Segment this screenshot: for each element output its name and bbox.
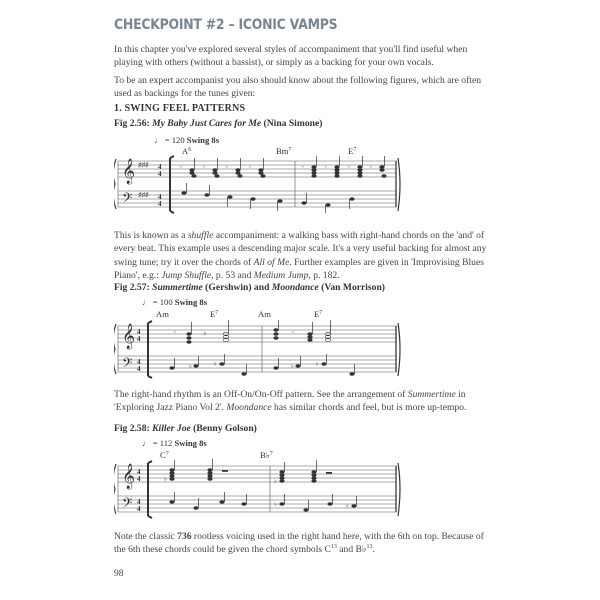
chord-symbol: B♭$^7$ — [260, 450, 273, 460]
svg-text:4: 4 — [137, 358, 141, 366]
music-score-fig-2-58 — [114, 458, 494, 520]
chord-symbol: $E^7$ — [314, 309, 323, 319]
svg-text:𝄾: 𝄾 — [292, 330, 294, 336]
svg-text:4: 4 — [137, 505, 141, 513]
quarter-note-icon: ♩ — [142, 438, 151, 448]
svg-text:4: 4 — [158, 193, 162, 201]
quarter-note-icon: ♩ — [154, 135, 163, 145]
figure-caption-2-57: Fig 2.57: Summertime (Gershwin) and Moondance (Van Morrison) — [114, 282, 385, 293]
svg-text:♭: ♭ — [164, 477, 167, 483]
chord-symbol: $C^7$ — [160, 450, 169, 460]
svg-text:4: 4 — [137, 468, 141, 476]
svg-text:♮: ♮ — [214, 362, 217, 368]
svg-text:𝄞: 𝄞 — [122, 324, 136, 349]
svg-text:4: 4 — [137, 365, 141, 373]
tempo-marking: ♩ = 112 Swing 8s — [142, 438, 207, 448]
svg-text:𝄢: 𝄢 — [122, 355, 133, 374]
page-heading: CHECKPOINT #2 – ICONIC VAMPS — [114, 17, 338, 33]
svg-text:4: 4 — [137, 475, 141, 483]
svg-text:𝄾: 𝄾 — [348, 165, 350, 171]
svg-text:4: 4 — [158, 200, 162, 208]
svg-text:4: 4 — [137, 328, 141, 336]
svg-text:𝄾: 𝄾 — [302, 165, 304, 171]
music-score-fig-2-56 — [114, 155, 494, 215]
svg-text:𝄾: 𝄾 — [325, 165, 327, 171]
svg-text:𝄾: 𝄾 — [180, 165, 182, 171]
chord-symbol: Am — [258, 309, 271, 319]
svg-text:♭: ♭ — [274, 479, 277, 485]
svg-text:♮: ♮ — [346, 504, 349, 510]
paragraph-after-fig-2-57: The right-hand rhythm is an Off-On/On-Off pattern. See the arrangement of Summertime in 'Exploring Jazz Piano Vol 2'. Moondance has similar chords and feel, but is more up-tempo. — [114, 389, 467, 414]
tempo-marking: ♩ = 100 Swing 8s — [142, 297, 208, 307]
svg-text:𝄾: 𝄾 — [226, 165, 228, 171]
chord-symbol: Bm$^7$ — [276, 146, 292, 156]
svg-text:𝄾: 𝄾 — [174, 330, 176, 336]
figure-caption-2-58: Fig 2.58: Killer Joe (Benny Golson) — [114, 423, 257, 434]
svg-text:4: 4 — [158, 163, 162, 171]
svg-text:𝄾: 𝄾 — [370, 165, 372, 171]
quarter-note-icon: ♩ — [142, 297, 151, 307]
intro-paragraph-1: In this chapter you've explored several styles of accompaniment that you'll find useful when playing with others (without a bassist), or simply as a backing for your own vocals. — [114, 44, 468, 69]
chord-symbol: $E^7$ — [348, 146, 357, 156]
tempo-marking: ♩ = 120 Swing 8s — [154, 135, 220, 145]
section-title: 1. SWING FEEL PATTERNS — [114, 103, 246, 114]
svg-text:♭: ♭ — [274, 502, 277, 508]
svg-text:4: 4 — [137, 335, 141, 343]
chord-symbol: $A^6$ — [182, 146, 192, 156]
svg-text:𝄢: 𝄢 — [122, 190, 133, 209]
svg-text:𝄽: 𝄽 — [204, 332, 206, 338]
svg-text:♭: ♭ — [291, 364, 294, 370]
svg-text:4: 4 — [158, 170, 162, 178]
svg-text:𝄞: 𝄞 — [122, 464, 136, 489]
paragraph-after-fig-2-56: This is known as a shuffle accompaniment: a walking bass with right-hand chords on the 'and' of every beat. This example uses a descending major scale. It's a very useful backing for almost any swing tune; try it over the chords of All of Me. Further examples are given in 'Improvising Blues Piano', e.g.: Jump Shuffle, p. 53 and Medium Jump, p. 182. — [114, 230, 487, 281]
svg-text:♯♯♯: ♯♯♯ — [138, 161, 149, 169]
paragraph-after-fig-2-58: Note the classic 736 rootless voicing used in the right hand here, with the 6th on top. Because of the 6th these chords could be given the chord symbols $C^{13}$ and B♭$^{13}$. — [114, 531, 484, 556]
svg-text:𝄾: 𝄾 — [203, 165, 205, 171]
svg-text:𝄞: 𝄞 — [122, 159, 136, 184]
music-score-fig-2-57 — [114, 318, 494, 380]
intro-paragraph-2: To be an expert accompanist you also should know about the following figures, which are often used as backings for the tunes given: — [114, 75, 481, 100]
svg-text:𝄢: 𝄢 — [122, 495, 133, 514]
svg-text:♯♯♯: ♯♯♯ — [138, 191, 149, 199]
svg-text:♮: ♮ — [316, 362, 319, 368]
chord-symbol: Am — [156, 309, 169, 319]
svg-text:4: 4 — [137, 498, 141, 506]
chord-symbol: $E^7$ — [210, 309, 219, 319]
page-number: 98 — [114, 569, 124, 579]
svg-text:♭: ♭ — [189, 364, 192, 370]
figure-caption-2-56: Fig 2.56: My Baby Just Cares for Me (Nina Simone) — [114, 118, 323, 129]
svg-text:𝄾: 𝄾 — [249, 165, 251, 171]
